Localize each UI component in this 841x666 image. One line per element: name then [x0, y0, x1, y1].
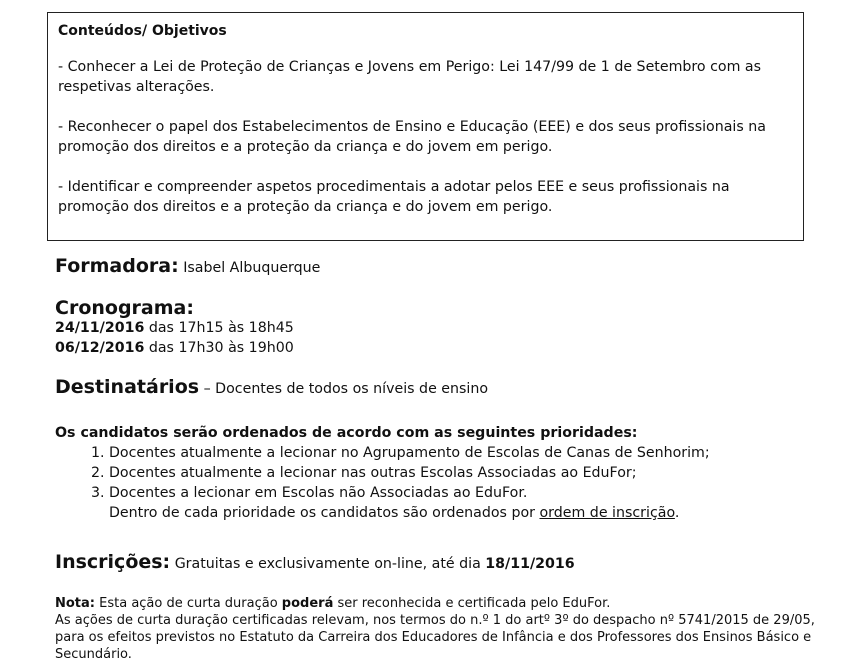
session-date: 06/12/2016	[55, 340, 145, 356]
objective-item-3: - Identificar e compreender aspetos procedimentais a adotar pelos EEE e seus profissionais na promoção dos direitos e a proteção da criança e do jovem em perigo.	[58, 179, 730, 215]
inscricoes-date: 18/11/2016	[485, 556, 575, 572]
list-item: 1. Docentes atualmente a lecionar no Agrupamento de Escolas de Canas de Senhorim;	[109, 443, 710, 463]
destinatarios-value: – Docentes de todos os níveis de ensino	[203, 381, 489, 397]
ordem-inscricao-link[interactable]: ordem de inscrição	[539, 505, 675, 521]
session-row-1	[55, 318, 294, 338]
formadora-label: Formadora:	[55, 255, 179, 277]
prioridades-section	[55, 423, 710, 523]
formadora-section	[55, 256, 320, 278]
session-row-2	[55, 338, 294, 358]
nota-line-2: As ações de curta duração certificadas relevam, nos termos do n.º 1 do artº 3º do despacho nº 5741/2015 de 29/05, para os efeitos previstos no Estatuto da Carreira dos Educadores de Infância e dos Professores dos Ensinos Básico e Secundário.	[55, 613, 815, 662]
prioridades-heading: Os candidatos serão ordenados de acordo com as seguintes prioridades:	[55, 425, 638, 441]
nota-strong: poderá	[281, 596, 334, 611]
list-item: 2. Docentes atualmente a lecionar nas outras Escolas Associadas ao EduFor;	[109, 463, 710, 483]
inscricoes-value: Gratuitas e exclusivamente on-line, até dia	[174, 556, 486, 572]
prioridades-note-text: Dentro de cada prioridade os candidatos são ordenados por	[109, 505, 540, 521]
destinatarios-label: Destinatários	[55, 376, 200, 398]
session-time: das 17h15 às 18h45	[148, 320, 294, 336]
nota-label: Nota:	[55, 596, 95, 611]
nota-text: Esta ação de curta duração	[95, 596, 282, 611]
prioridades-note-suffix: .	[674, 505, 680, 521]
inscricoes-section	[55, 552, 575, 574]
nota-text-2: ser reconhecida e certificada pelo EduFor.	[333, 596, 611, 611]
objectives-box	[47, 12, 804, 241]
session-date: 24/11/2016	[55, 320, 145, 336]
nota-line-1	[55, 595, 815, 612]
objective-item-2: - Reconhecer o papel dos Estabelecimentos de Ensino e Educação (EEE) e dos seus profissionais na promoção dos direitos e a proteção da criança e do jovem em perigo.	[58, 119, 766, 155]
objectives-title: Conteúdos/ Objetivos	[58, 23, 227, 39]
prioridades-list	[55, 443, 710, 503]
objective-item-1: - Conhecer a Lei de Proteção de Crianças e Jovens em Perigo: Lei 147/99 de 1 de Setembro com as respetivas alterações.	[58, 59, 762, 95]
formadora-value: Isabel Albuquerque	[183, 260, 321, 276]
prioridades-note	[55, 503, 710, 523]
session-time: das 17h30 às 19h00	[148, 340, 294, 356]
destinatarios-section	[55, 377, 488, 399]
nota-section	[55, 595, 815, 663]
cronograma-section	[55, 298, 294, 358]
inscricoes-label: Inscrições:	[55, 551, 171, 573]
cronograma-label: Cronograma:	[55, 297, 194, 319]
list-item: 3. Docentes a lecionar em Escolas não Associadas ao EduFor.	[109, 483, 710, 503]
